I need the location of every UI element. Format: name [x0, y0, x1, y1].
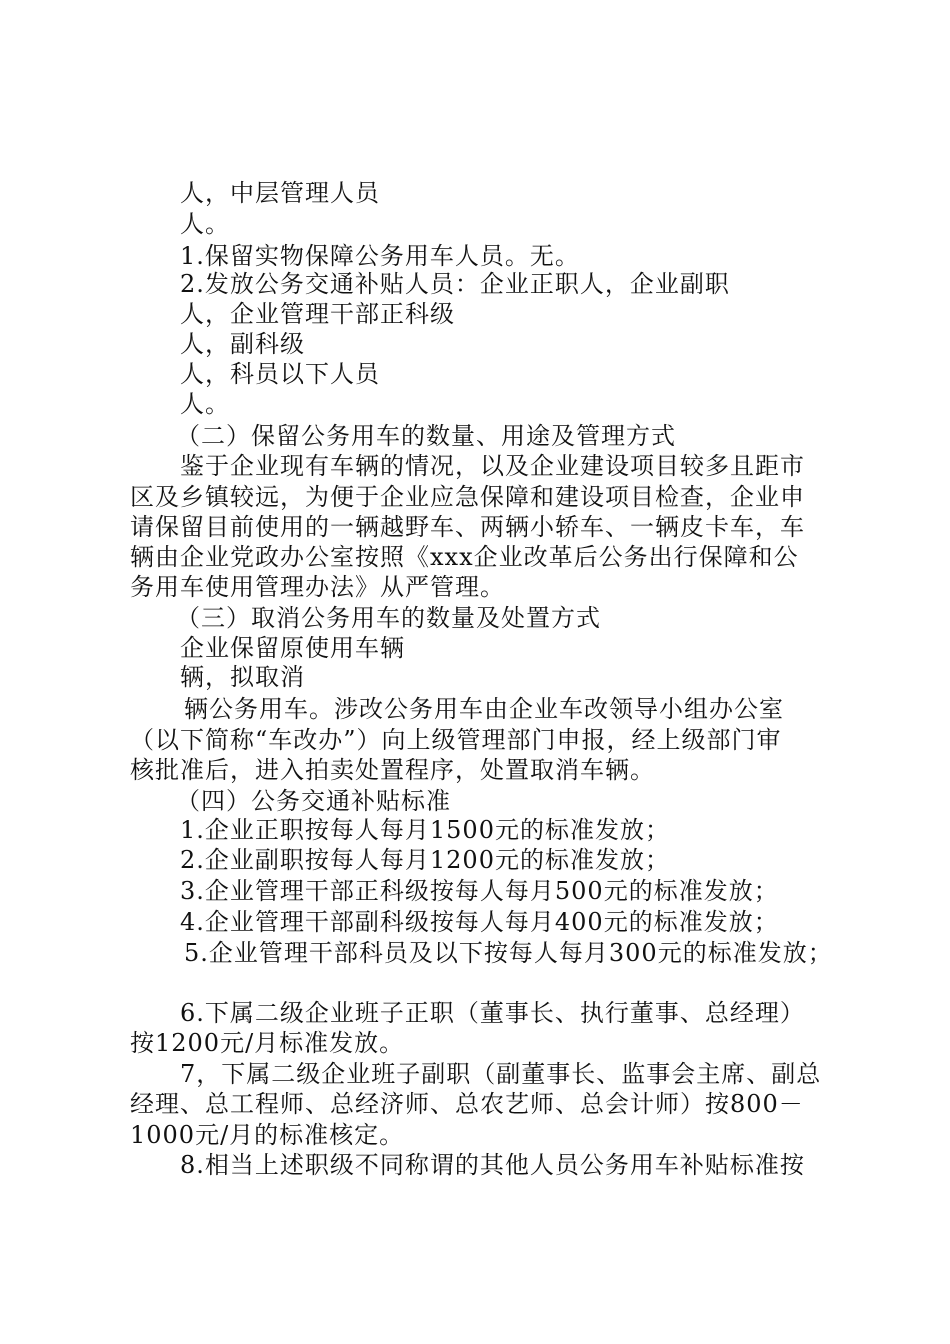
text-line: 人。 — [180, 210, 230, 238]
text-line: 1.保留实物保障公务用车人员。无。 — [180, 242, 580, 270]
text-line: 请保留目前使用的一辆越野车、两辆小轿车、一辆皮卡车，车 — [130, 513, 805, 541]
text-line: 核批准后，进入拍卖处置程序，处置取消车辆。 — [130, 756, 655, 784]
text-line: （以下简称“车改办”）向上级管理部门申报，经上级部门审 — [130, 726, 782, 754]
text-line: 人，企业管理干部正科级 — [180, 300, 455, 328]
list-item: 6.下属二级企业班子正职（董事长、执行董事、总经理） — [180, 999, 805, 1027]
section-heading: （二）保留公务用车的数量、用途及管理方式 — [176, 422, 676, 450]
list-item: 3.企业管理干部正科级按每人每月500元的标准发放； — [180, 877, 779, 905]
list-item: 5.企业管理干部科员及以下按每人每月300元的标准发放； — [184, 939, 833, 967]
list-item: 7，下属二级企业班子副职（副董事长、监事会主席、副总 — [180, 1060, 822, 1088]
text-line: 鉴于企业现有车辆的情况，以及企业建设项目较多且距市 — [180, 452, 805, 480]
text-line: 辆，拟取消 — [180, 663, 305, 691]
section-heading: （三）取消公务用车的数量及处置方式 — [176, 604, 601, 632]
list-item: 8.相当上述职级不同称谓的其他人员公务用车补贴标准按 — [180, 1151, 805, 1179]
list-item: 1.企业正职按每人每月1500元的标准发放； — [180, 816, 670, 844]
text-line: 人。 — [180, 390, 230, 418]
text-line: 按1200元/月标准发放。 — [130, 1029, 405, 1057]
section-heading: （四）公务交通补贴标准 — [176, 787, 451, 815]
text-line: 人，科员以下人员 — [180, 360, 380, 388]
text-line: 辆由企业党政办公室按照《xxx企业改革后公务出行保障和公 — [130, 543, 799, 571]
text-line: 人，中层管理人员 — [180, 179, 380, 207]
text-line: 人，副科级 — [180, 330, 305, 358]
text-line: 经理、总工程师、总经济师、总农艺师、总会计师）按800－ — [130, 1090, 804, 1118]
list-item: 2.企业副职按每人每月1200元的标准发放； — [180, 846, 670, 874]
text-line: 1000元/月的标准核定。 — [130, 1121, 405, 1149]
text-line: 务用车使用管理办法》从严管理。 — [130, 573, 505, 601]
text-line: 区及乡镇较远，为便于企业应急保障和建设项目检查，企业申 — [130, 483, 805, 511]
text-line: 企业保留原使用车辆 — [180, 634, 405, 662]
list-item: 4.企业管理干部副科级按每人每月400元的标准发放； — [180, 908, 779, 936]
text-line: 辆公务用车。涉改公务用车由企业车改领导小组办公室 — [184, 695, 784, 723]
text-line: 2.发放公务交通补贴人员：企业正职人，企业副职 — [180, 270, 730, 298]
